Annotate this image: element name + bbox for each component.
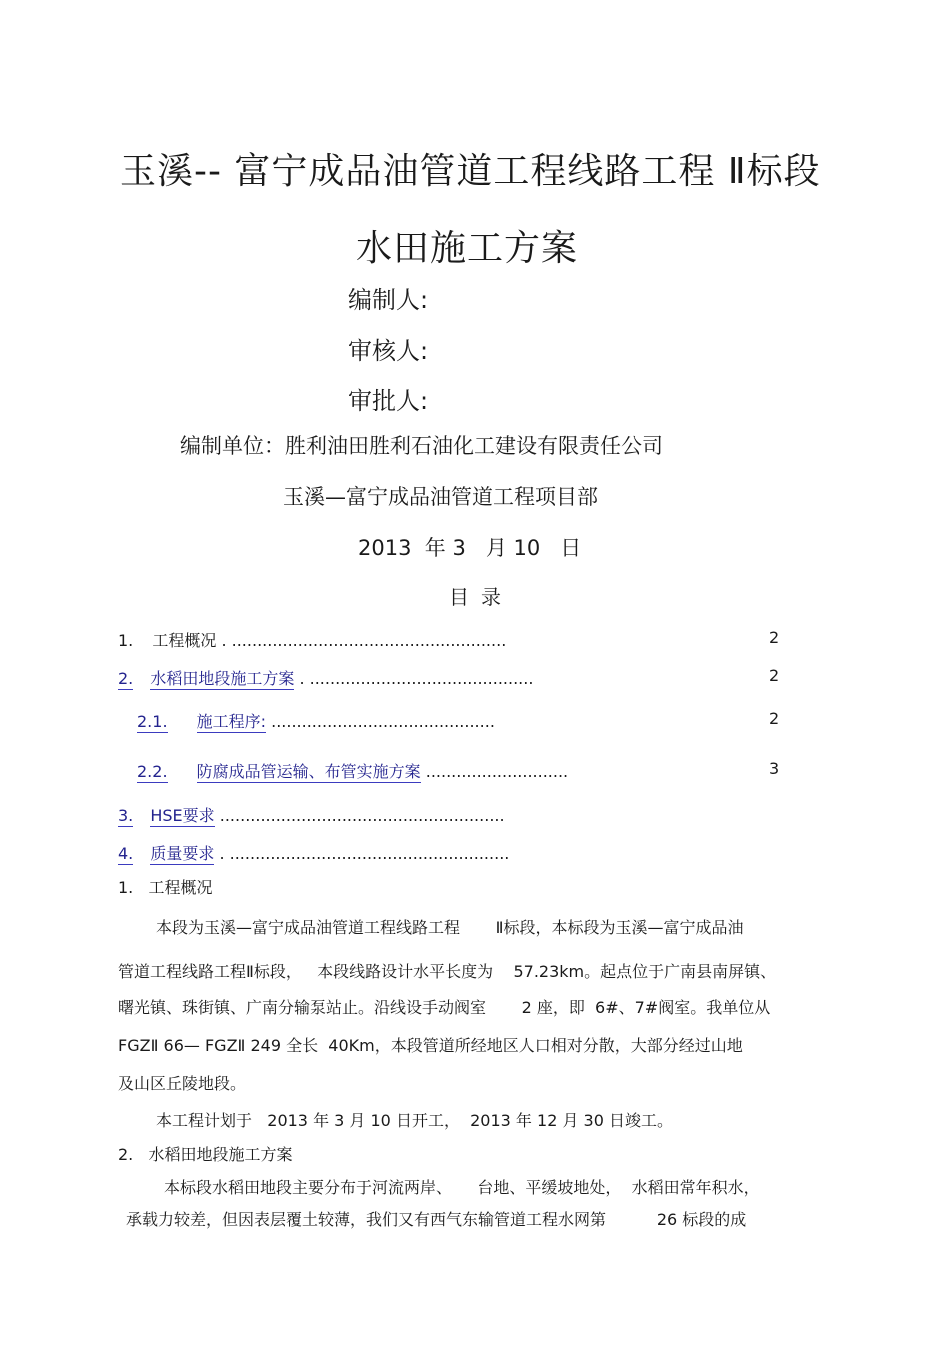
toc-leader-dots: . ....................................................... <box>214 844 510 863</box>
project-department: 玉溪—富宁成品油管道工程项目部 <box>283 485 598 509</box>
paragraph-1-line: 本段为玉溪—富宁成品油管道工程线路工程 Ⅱ标段，本标段为玉溪—富宁成品油 <box>156 918 744 937</box>
toc-entry-page: 3 <box>769 759 780 778</box>
approver-label: 审批人: <box>348 387 429 415</box>
toc-entry[interactable] <box>118 666 533 689</box>
toc-leader-dots: ........................................................ <box>214 806 505 825</box>
compiler-label: 编制人: <box>348 286 429 314</box>
toc-leader-dots: . ............................................ <box>294 669 534 688</box>
paragraph-3-line: 本标段水稻田地段主要分布于河流两岸、 台地、平缓坡地处， 水稻田常年积水， <box>164 1178 760 1197</box>
section-1-heading: 1. 工程概况 <box>118 878 213 897</box>
toc-entry-number[interactable]: 2.2. <box>137 762 168 781</box>
paragraph-3-line: 承载力较差，但因表层覆土较薄，我们又有西气东输管道工程水网第 26 标段的成 <box>126 1210 747 1229</box>
toc-entry-number[interactable]: 4. <box>118 844 134 863</box>
paragraph-1-line: FGZⅡ 66— FGZⅡ 249 全长 40Km，本段管道所经地区人口相对分散，大部分经过山地 <box>118 1036 743 1055</box>
toc-entry[interactable] <box>118 841 509 864</box>
toc-entry[interactable] <box>118 628 506 651</box>
toc-entry-number: 1. <box>118 631 134 650</box>
paragraph-1-line: 及山区丘陵地段。 <box>118 1074 247 1093</box>
compiling-unit: 编制单位：胜利油田胜利石油化工建设有限责任公司 <box>180 434 663 458</box>
reviewer-label: 审核人: <box>348 337 429 365</box>
toc-leader-dots: ............................................ <box>266 712 495 731</box>
paragraph-1-line: 曙光镇、珠街镇、广南分输泵站止。沿线设手动阀室 2 座，即 6#、7#阀室。我单位从 <box>118 998 771 1017</box>
document-title-line1: 玉溪-- 富宁成品油管道工程线路工程 Ⅱ标段 <box>120 151 821 192</box>
toc-entry-label[interactable]: 施工程序: <box>196 712 267 731</box>
toc-leader-dots: . ...................................................... <box>216 631 507 650</box>
toc-entry-label[interactable]: HSE要求 <box>150 806 215 825</box>
document-date: 2013 年 3 月 10 日 <box>358 536 582 560</box>
toc-entry-number[interactable]: 2.1. <box>137 712 168 731</box>
paragraph-2: 本工程计划于 2013 年 3 月 10 日开工， 2013 年 12 月 30 日竣工。 <box>156 1111 673 1130</box>
toc-entry[interactable] <box>137 709 495 732</box>
toc-heading: 目录 <box>449 585 513 609</box>
toc-entry-page: 2 <box>769 709 780 728</box>
toc-entry-page: 2 <box>769 666 780 685</box>
toc-leader-dots: ............................ <box>420 762 569 781</box>
toc-entry-number[interactable]: 2. <box>118 669 134 688</box>
toc-entry[interactable] <box>118 803 505 826</box>
paragraph-1-line: 管道工程线路工程Ⅱ标段， 本段线路设计水平长度为 57.23km。起点位于广南县南屏镇、 <box>118 962 777 981</box>
toc-entry-label[interactable]: 防腐成品管运输、布管实施方案 <box>196 762 421 781</box>
toc-entry-label[interactable]: 质量要求 <box>150 844 215 863</box>
toc-entry[interactable] <box>137 759 568 782</box>
toc-entry-label: 工程概况 <box>152 631 217 650</box>
toc-entry-page: 2 <box>769 628 780 647</box>
toc-entry-number[interactable]: 3. <box>118 806 134 825</box>
section-2-heading: 2. 水稻田地段施工方案 <box>118 1145 293 1164</box>
toc-entry-label[interactable]: 水稻田地段施工方案 <box>150 669 295 688</box>
document-title-line2: 水田施工方案 <box>356 228 579 269</box>
